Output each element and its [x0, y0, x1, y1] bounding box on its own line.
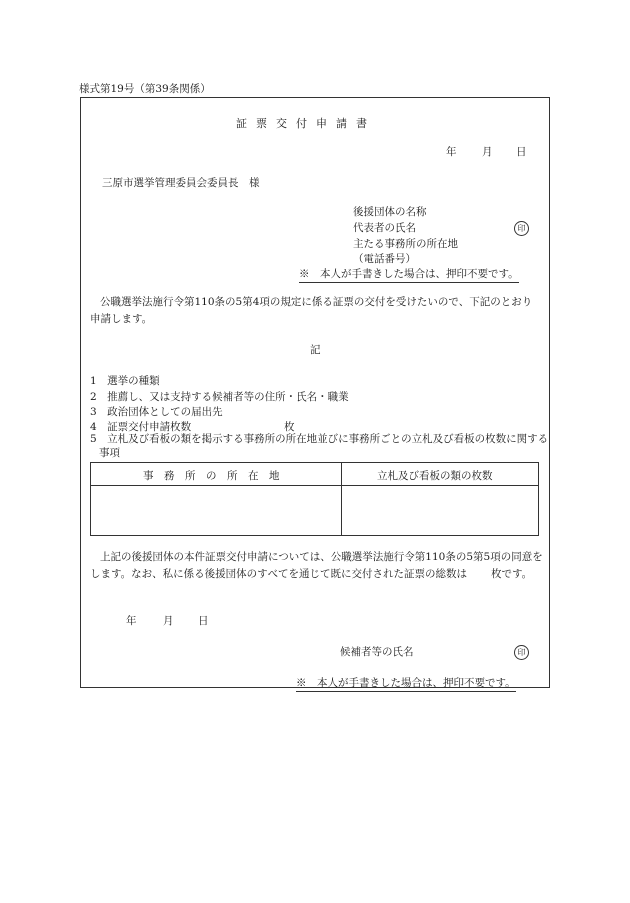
- list-item: 5 立札及び看板の類を掲示する事務所の所在地並びに事務所ごとの立札及び看板の枚数に関する事項: [90, 433, 549, 459]
- list-item: 2 推薦し、又は支持する候補者等の住所・氏名・職業: [90, 391, 349, 403]
- list-item: 4 証票交付申請枚数: [90, 421, 192, 433]
- addressee: 三原市選挙管理委員会委員長 様: [102, 177, 260, 189]
- date-day-label: 日: [516, 146, 527, 158]
- date-year-label: 年: [446, 146, 457, 158]
- representative-label: 代表者の氏名: [353, 222, 416, 234]
- group-name-label: 後援団体の名称: [353, 206, 427, 218]
- applicant-note: ※ 本人が手書きした場合は、押印不要です。: [299, 266, 519, 283]
- request-paragraph: 公職選挙法施行令第110条の5第4項の規定に係る証票の交付を受けたいので、下記のとおり申請します。: [90, 296, 533, 325]
- consent-text: 上記の後援団体の本件証票交付申請については、公職選挙法施行令第110条の5第5項の同意をします。なお、私に係る後援団体のすべてを通じて既に交付された証票の総数は: [90, 551, 543, 580]
- consent-paragraph: [90, 549, 546, 583]
- seal-mark: 印: [514, 645, 529, 660]
- date-month-label: 月: [482, 146, 493, 158]
- ki-heading: 記: [310, 344, 321, 356]
- office-address-label: 主たる事務所の所在地: [353, 238, 458, 250]
- table-header-count: 立札及び看板の類の枚数: [377, 470, 493, 482]
- consent-count-unit: 枚です。: [490, 568, 533, 580]
- table-divider: [341, 463, 342, 535]
- office-table: [90, 462, 539, 536]
- list-item: 3 政治団体としての届出先: [90, 406, 223, 418]
- date-month-label: 月: [163, 615, 174, 627]
- date-day-label: 日: [198, 615, 209, 627]
- sheets-unit: 枚: [284, 421, 295, 433]
- phone-label: （電話番号）: [353, 253, 416, 265]
- date-year-label: 年: [126, 615, 137, 627]
- form-number: 様式第19号（第39条関係）: [79, 83, 211, 95]
- candidate-note: ※ 本人が手書きした場合は、押印不要です。: [296, 675, 516, 692]
- candidate-name-label: 候補者等の氏名: [340, 646, 414, 658]
- seal-mark: 印: [514, 221, 529, 236]
- list-item: 1 選挙の種類: [90, 375, 160, 387]
- page-title: 証票交付申請書: [236, 117, 376, 130]
- table-header-line: [91, 485, 538, 486]
- table-header-address: 事 務 所 の 所 在 地: [143, 470, 280, 482]
